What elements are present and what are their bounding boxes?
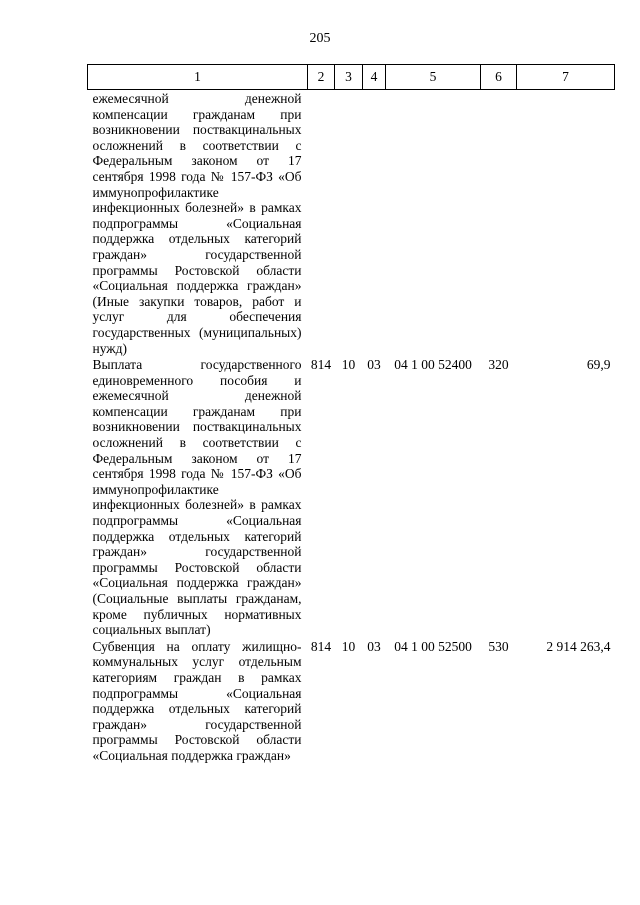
column-header: 1 <box>88 65 308 90</box>
cell-expense-type: 530 <box>488 638 509 654</box>
cell-target-article <box>386 90 481 357</box>
column-header: 6 <box>481 65 517 90</box>
column-header: 5 <box>386 65 481 90</box>
cell-expense-type: 320 <box>488 357 509 373</box>
column-header: 2 <box>308 65 335 90</box>
cell-expense-type <box>481 90 517 357</box>
cell-amount <box>517 90 615 357</box>
cell-amount: 2 914 263,4 <box>546 638 611 654</box>
cell-subsection: 03 <box>367 357 381 373</box>
cell-amount: 69,9 <box>586 357 611 373</box>
cell-ministry-code: 814 <box>310 357 332 373</box>
cell-section: 10 <box>341 638 356 654</box>
table-header-row <box>88 65 615 90</box>
cell-subsection <box>363 90 386 357</box>
table-row <box>88 90 615 357</box>
row-description: ежемесячной денежной компенсации гражданам при возникновении поствакцинальных осложнений в соответствии с Федеральным законом от 17 сентября 1998 года № 157-ФЗ «Об иммунопрофилактике инфекционных болезней» в рамках подпрограммы «Социальная поддержка отдельных категорий граждан» государственной программы Ростовской области «Социальная поддержка граждан» (Иные закупки товаров, работ и услуг для обеспечения государственных (муниципальных) нужд) <box>92 91 302 356</box>
cell-section: 10 <box>341 357 356 373</box>
table-row <box>88 356 615 638</box>
row-description: Выплата государственного единовременного пособия и ежемесячной денежной компенсации гражданам при возникновении поствакцинальных осложнений в соответствии с Федеральным законом от 17 сентября 1998 года № 157-ФЗ «Об иммунопрофилактике инфекционных болезней» в рамках подпрограммы «Социальная поддержка отдельных категорий граждан» государственной программы Ростовской области «Социальная поддержка граждан» (Социальные выплаты гражданам, кроме публичных нормативных социальных выплат) <box>92 357 302 638</box>
cell-target-article: 04 1 00 52400 <box>394 357 472 373</box>
cell-target-article: 04 1 00 52500 <box>394 638 472 654</box>
column-header: 3 <box>335 65 363 90</box>
cell-section <box>335 90 363 357</box>
cell-ministry-code <box>308 90 335 357</box>
column-header: 4 <box>363 65 386 90</box>
table-row <box>88 638 615 764</box>
column-header: 7 <box>517 65 615 90</box>
cell-subsection: 03 <box>367 638 381 654</box>
cell-ministry-code: 814 <box>310 638 332 654</box>
page-number: 205 <box>309 31 331 46</box>
budget-table <box>87 64 615 764</box>
row-description: Субвенция на оплату жилищно-коммунальных услуг отдельным категориям граждан в рамках подпрограммы «Социальная поддержка отдельных категорий граждан» государственной программы Ростовской области «Социальная поддержка граждан» <box>92 638 302 763</box>
